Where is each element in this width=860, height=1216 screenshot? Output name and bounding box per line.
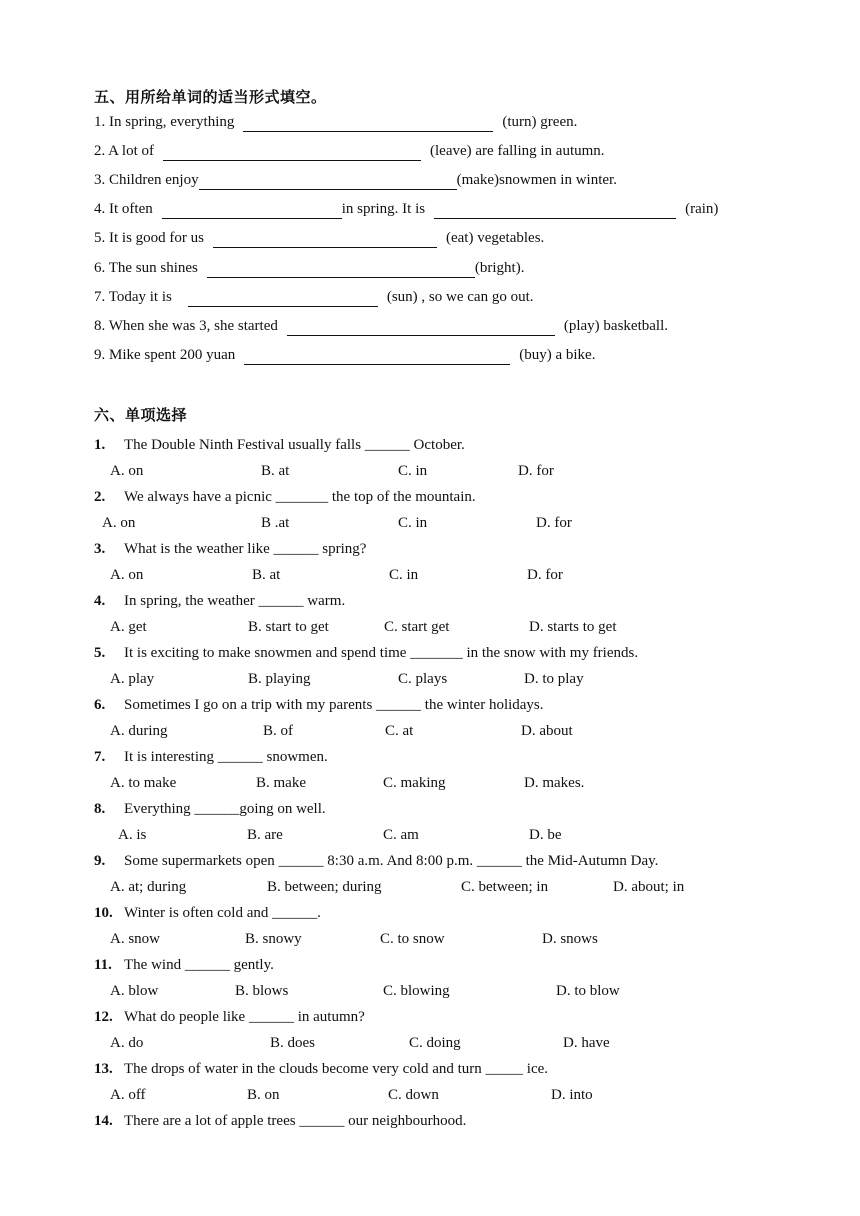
question-number: 3. <box>94 541 106 557</box>
fill-item-5-prompt: 5. It is good for us <box>94 230 204 246</box>
fill-item-7-prompt: 7. Today it is <box>94 289 172 305</box>
answer-option-d[interactable]: D. for <box>536 515 572 531</box>
fill-item-4-hint: (rain) <box>685 201 719 217</box>
answer-option-a[interactable]: A. on <box>110 463 144 479</box>
question-text: What do people like ______ in autumn? <box>124 1009 365 1025</box>
question-text: The wind ______ gently. <box>124 957 274 973</box>
question-number: 2. <box>94 489 106 505</box>
question-text: It is exciting to make snowmen and spend time _______ in the snow with my friends. <box>124 645 639 661</box>
question-row <box>94 903 321 923</box>
answer-blank[interactable] <box>188 290 378 307</box>
answer-blank[interactable] <box>213 231 437 248</box>
fill-item-4-prompt: 4. It often <box>94 201 153 217</box>
answer-option-c[interactable]: C. in <box>398 515 428 531</box>
answer-option-a[interactable]: A. at; during <box>110 879 187 895</box>
answer-option-b[interactable]: B. start to get <box>248 619 329 635</box>
question-text: We always have a picnic _______ the top of the mountain. <box>124 489 476 505</box>
fill-item-6 <box>94 258 524 278</box>
answer-option-d[interactable]: D. into <box>551 1087 593 1103</box>
fill-item-4 <box>94 199 718 219</box>
question-text: The drops of water in the clouds become very cold and turn _____ ice. <box>124 1061 549 1077</box>
question-number: 14. <box>94 1113 113 1129</box>
answer-option-a[interactable]: A. on <box>110 567 144 583</box>
answer-option-a[interactable]: A. blow <box>110 983 159 999</box>
fill-item-6-hint: (bright). <box>474 260 525 276</box>
answer-option-b[interactable]: B. snowy <box>245 931 302 947</box>
answer-option-b[interactable]: B. between; during <box>267 879 382 895</box>
answer-option-a[interactable]: A. play <box>110 671 155 687</box>
question-row <box>94 591 345 611</box>
question-number: 8. <box>94 801 106 817</box>
question-row <box>94 799 326 819</box>
answer-blank[interactable] <box>287 319 555 336</box>
answer-option-b[interactable]: B. on <box>247 1087 280 1103</box>
answer-option-a[interactable]: A. to make <box>110 775 177 791</box>
question-number: 9. <box>94 853 106 869</box>
answer-option-d[interactable]: D. for <box>527 567 563 583</box>
fill-item-1-prompt: 1. In spring, everything <box>94 114 235 130</box>
answer-option-a[interactable]: A. get <box>110 619 147 635</box>
question-number: 12. <box>94 1009 113 1025</box>
question-row <box>94 851 658 871</box>
question-row <box>94 487 476 507</box>
fill-item-9-prompt: 9. Mike spent 200 yuan <box>94 347 236 363</box>
fill-item-6-prompt: 6. The sun shines <box>94 260 198 276</box>
answer-option-a[interactable]: A. snow <box>110 931 161 947</box>
fill-item-7 <box>94 287 533 307</box>
answer-option-c[interactable]: C. making <box>383 775 446 791</box>
question-text: Some supermarkets open ______ 8:30 a.m. And 8:00 p.m. ______ the Mid-Autumn Day. <box>124 853 659 869</box>
fill-item-4-middle: in spring. It is <box>341 201 426 217</box>
answer-blank[interactable] <box>199 173 457 190</box>
question-row <box>94 747 328 767</box>
fill-item-2-hint: (leave) are falling in autumn. <box>430 143 605 159</box>
question-row <box>94 1007 365 1027</box>
answer-option-b[interactable]: B. at <box>261 463 290 479</box>
answer-option-c[interactable]: C. am <box>383 827 419 843</box>
question-row <box>94 539 366 559</box>
answer-option-d[interactable]: D. starts to get <box>529 619 617 635</box>
question-text: There are a lot of apple trees ______ our neighbourhood. <box>124 1113 467 1129</box>
answer-blank[interactable] <box>434 202 676 219</box>
question-text: What is the weather like ______ spring? <box>124 541 367 557</box>
answer-option-c[interactable]: C. between; in <box>461 879 549 895</box>
question-number: 5. <box>94 645 106 661</box>
fill-item-5-hint: (eat) vegetables. <box>446 230 545 246</box>
fill-item-9-hint: (buy) a bike. <box>519 347 596 363</box>
answer-blank[interactable] <box>207 261 475 278</box>
answer-option-b[interactable]: B. at <box>252 567 281 583</box>
section6-title: 六、单项选择 <box>94 406 188 424</box>
answer-option-c[interactable]: C. doing <box>409 1035 461 1051</box>
fill-item-1-hint: (turn) green. <box>502 114 578 130</box>
answer-option-c[interactable]: C. in <box>398 463 428 479</box>
answer-option-a[interactable]: A. do <box>110 1035 144 1051</box>
question-number: 6. <box>94 697 106 713</box>
section5-title: 五、用所给单词的适当形式填空。 <box>94 88 327 106</box>
answer-option-d[interactable]: D. be <box>529 827 562 843</box>
answer-option-d[interactable]: D. about; in <box>613 879 685 895</box>
answer-option-b[interactable]: B. make <box>256 775 306 791</box>
answer-option-c[interactable]: C. start get <box>384 619 450 635</box>
answer-option-b[interactable]: B .at <box>261 515 290 531</box>
answer-option-a[interactable]: A. on <box>102 515 136 531</box>
question-row <box>94 695 544 715</box>
answer-option-c[interactable]: C. down <box>388 1087 439 1103</box>
fill-item-3-hint: (make)snowmen in winter. <box>456 172 617 188</box>
fill-item-3 <box>94 170 617 190</box>
fill-item-8 <box>94 316 668 336</box>
question-text: Winter is often cold and ______. <box>124 905 321 921</box>
answer-option-b[interactable]: B. are <box>247 827 283 843</box>
answer-option-c[interactable]: C. blowing <box>383 983 450 999</box>
question-text: The Double Ninth Festival usually falls ______ October. <box>124 437 465 453</box>
answer-blank[interactable] <box>243 115 493 132</box>
question-row <box>94 1111 466 1131</box>
answer-option-b[interactable]: B. blows <box>235 983 289 999</box>
answer-option-d[interactable]: D. about <box>521 723 573 739</box>
question-row <box>94 643 638 663</box>
answer-option-d[interactable]: D. snows <box>542 931 598 947</box>
answer-blank[interactable] <box>244 348 510 365</box>
answer-option-b[interactable]: B. playing <box>248 671 311 687</box>
question-number: 4. <box>94 593 106 609</box>
fill-item-3-prompt: 3. Children enjoy <box>94 172 199 188</box>
question-number: 13. <box>94 1061 113 1077</box>
fill-item-7-hint: (sun) , so we can go out. <box>386 289 534 305</box>
answer-option-c[interactable]: C. at <box>385 723 414 739</box>
question-row <box>94 435 465 455</box>
question-number: 10. <box>94 905 113 921</box>
question-text: Sometimes I go on a trip with my parents ______ the winter holidays. <box>124 697 544 713</box>
answer-option-d[interactable]: D. have <box>563 1035 610 1051</box>
answer-option-c[interactable]: C. in <box>389 567 419 583</box>
question-text: In spring, the weather ______ warm. <box>124 593 346 609</box>
answer-blank[interactable] <box>163 144 421 161</box>
fill-item-8-prompt: 8. When she was 3, she started <box>94 318 278 334</box>
question-number: 7. <box>94 749 106 765</box>
fill-item-2-prompt: 2. A lot of <box>94 143 155 159</box>
answer-blank[interactable] <box>162 202 342 219</box>
question-row <box>94 1059 548 1079</box>
answer-option-c[interactable]: C. plays <box>398 671 448 687</box>
answer-option-d[interactable]: D. for <box>518 463 554 479</box>
answer-option-c[interactable]: C. to snow <box>380 931 445 947</box>
fill-item-9 <box>94 345 595 365</box>
answer-option-b[interactable]: B. of <box>263 723 293 739</box>
answer-option-d[interactable]: D. to play <box>524 671 584 687</box>
answer-option-d[interactable]: D. to blow <box>556 983 620 999</box>
question-number: 11. <box>94 957 112 973</box>
question-row <box>94 955 274 975</box>
answer-option-d[interactable]: D. makes. <box>524 775 585 791</box>
question-text: It is interesting ______ snowmen. <box>124 749 328 765</box>
question-number: 1. <box>94 437 106 453</box>
fill-item-2 <box>94 141 605 161</box>
fill-item-8-hint: (play) basketball. <box>563 318 668 334</box>
question-text: Everything ______going on well. <box>124 801 326 817</box>
answer-option-a[interactable]: A. off <box>110 1087 146 1103</box>
fill-item-5 <box>94 228 544 248</box>
answer-option-a[interactable]: A. during <box>110 723 168 739</box>
fill-item-1 <box>94 112 577 132</box>
answer-option-b[interactable]: B. does <box>270 1035 315 1051</box>
answer-option-a[interactable]: A. is <box>118 827 147 843</box>
